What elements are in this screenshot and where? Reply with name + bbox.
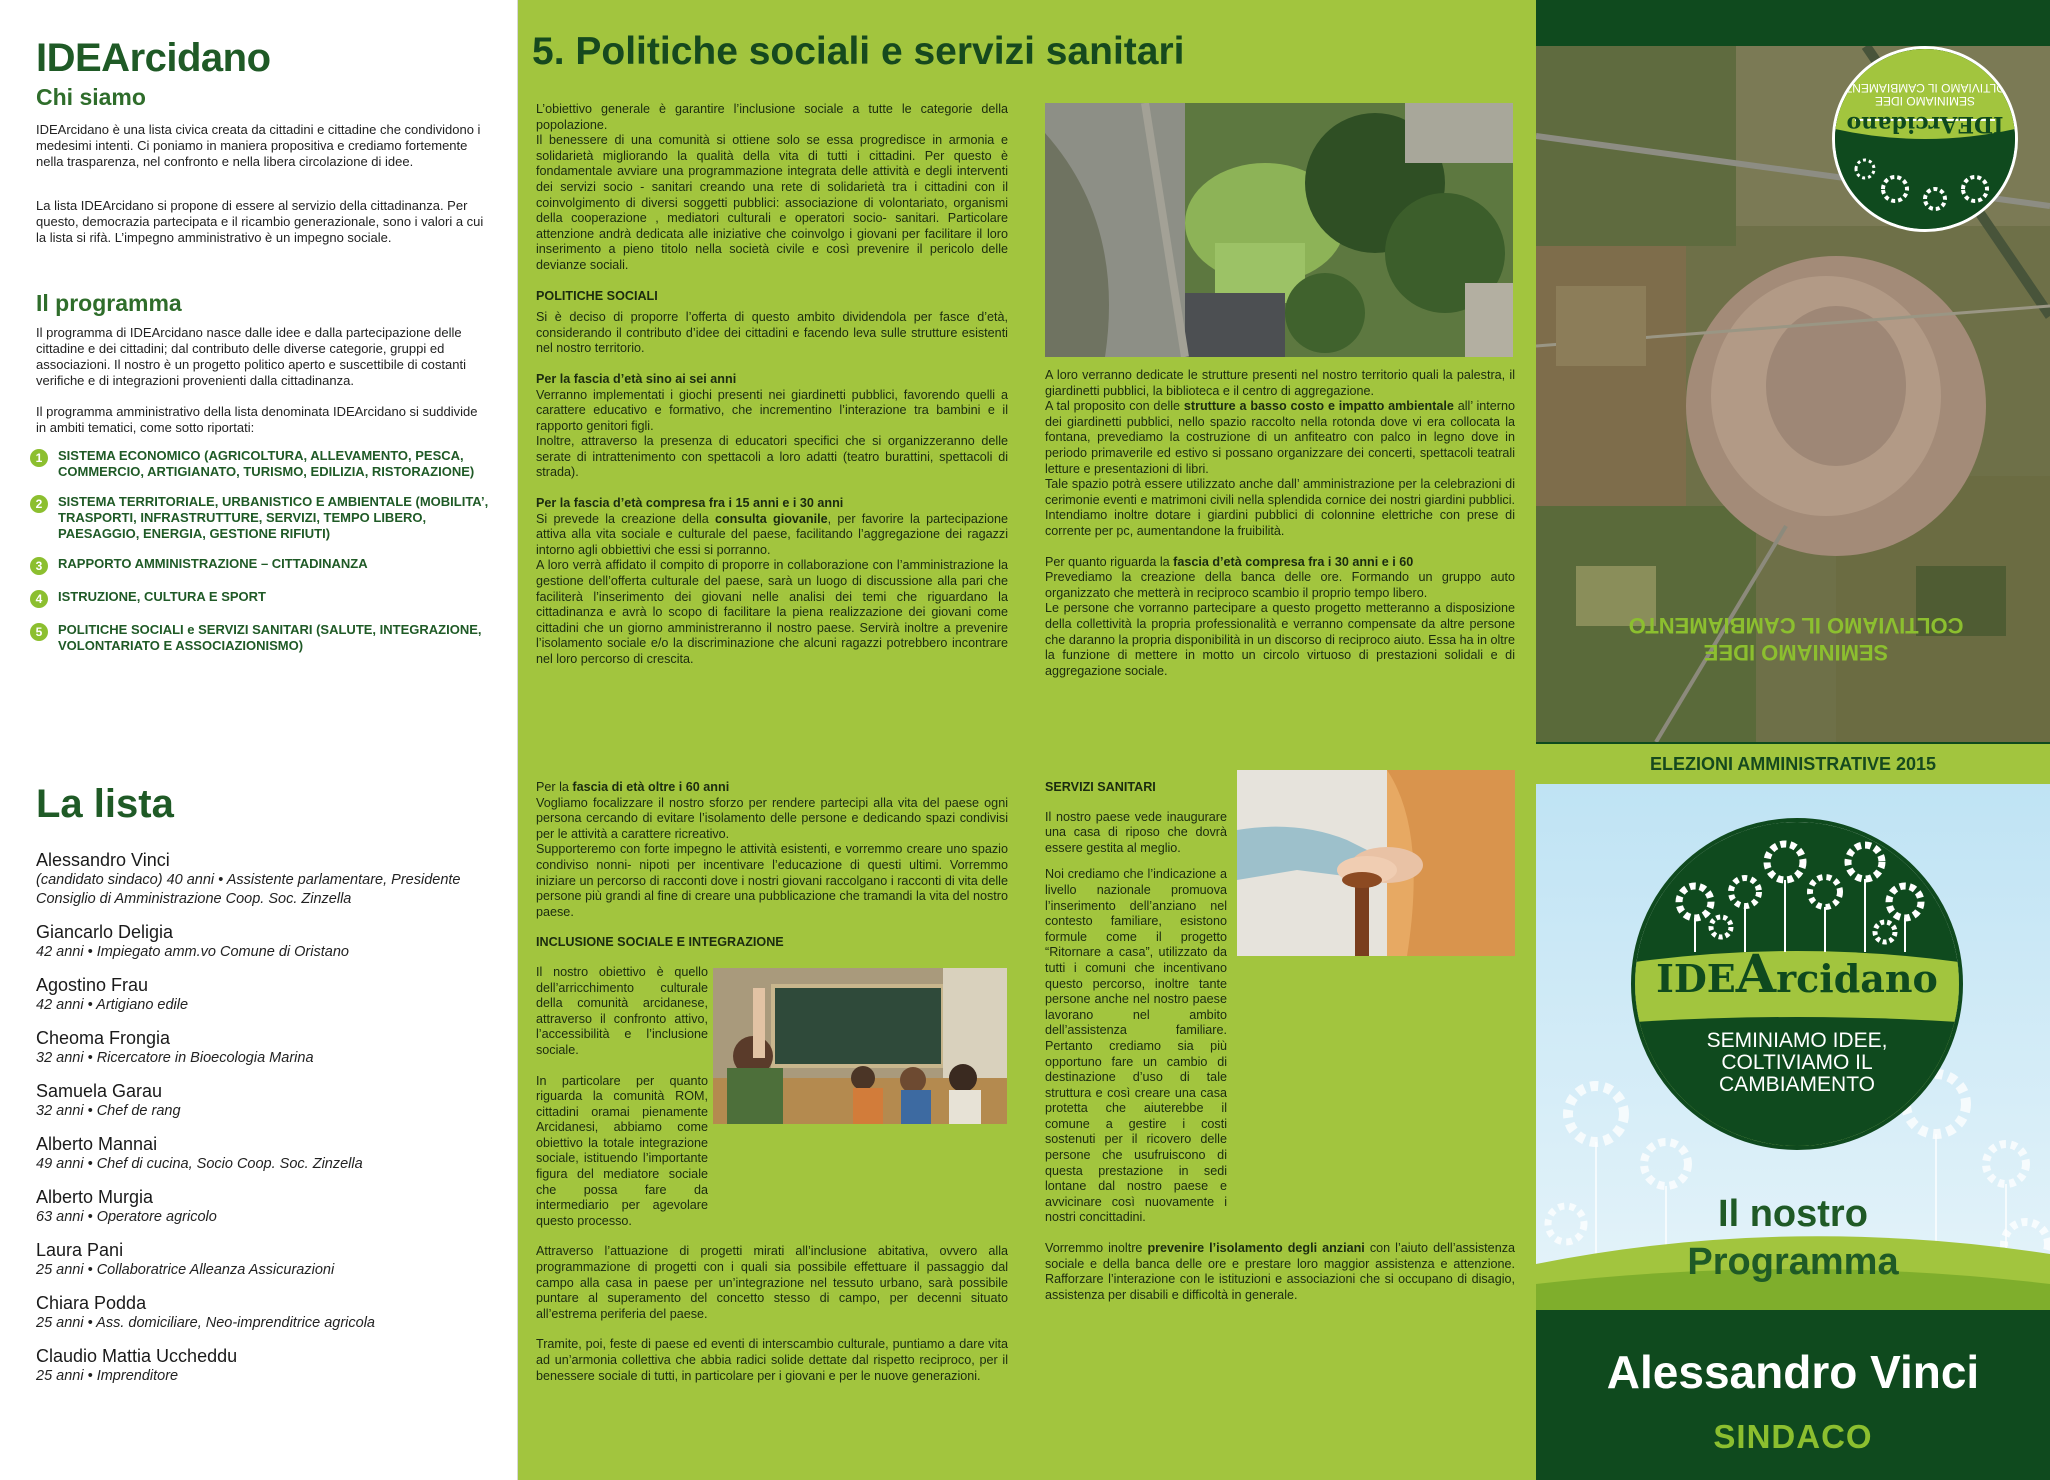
- member-desc: (candidato sindaco) 40 anni • Assistente parlamentare, Presidente Consiglio di Amministrazione Coop. Soc. Zinzella: [36, 872, 461, 907]
- member-name: Alessandro Vinci: [36, 850, 170, 870]
- logo-slogan: [1635, 1030, 1959, 1096]
- member-name: Samuela Garau: [36, 1081, 163, 1101]
- member-desc: 42 anni • Artigiano edile: [36, 997, 189, 1013]
- logo-small-flipped: [1832, 46, 2018, 232]
- list-item: [30, 556, 500, 575]
- paragraph: [1045, 368, 1515, 540]
- paragraph-text: Si prevede la creazione della: [536, 511, 715, 526]
- elderly-hands-photo: [1237, 770, 1515, 956]
- logo-slogan-line: COLTIVIAMO IL: [1721, 1051, 1873, 1074]
- paragraph-text: L’obiettivo generale è garantire l’inclusione sociale a tutte le categorie della popolazione.: [536, 102, 1008, 132]
- member-name: Agostino Frau: [36, 975, 149, 995]
- paragraph: Si è deciso di proporre l’offerta di questo ambito dividendola per fasce d’età, considerando il contributo d’idee dei cittadini e facendo leva sulle strutture esistenti nel nostro territorio.: [536, 310, 1008, 356]
- chi-siamo-heading: Chi siamo: [36, 84, 146, 110]
- logo-small-slogan-line: COLTIVIAMO IL CAMBIAMENTO: [1835, 81, 2015, 95]
- member-entry: [36, 922, 496, 962]
- logo-slogan-line: CAMBIAMENTO: [1719, 1073, 1875, 1096]
- member-desc: 63 anni • Operatore agricolo: [36, 1209, 217, 1225]
- candidate-role: SINDACO: [1713, 1418, 1873, 1455]
- member-list: [36, 850, 496, 1399]
- number-badge: 2: [30, 495, 48, 513]
- list-item-text: SISTEMA TERRITORIALE, URBANISTICO E AMBIENTALE (MOBILITA’, TRASPORTI, INFRASTRUTTURE, SERVIZI, TEMPO LIBERO, PAESAGGIO, ENERGIA, GESTIONE RIFIUTI): [58, 494, 489, 541]
- member-desc: 25 anni • Imprenditore: [36, 1368, 179, 1384]
- paragraph: [1045, 555, 1515, 680]
- park-aerial-photo: [1045, 103, 1513, 357]
- servizi-sanitari-heading: SERVIZI SANITARI: [1045, 780, 1156, 794]
- member-entry: [36, 1028, 496, 1068]
- logo-small-slogan-line: SEMINIAMO IDEE: [1875, 94, 1976, 108]
- logo-brand: [1635, 944, 1959, 1012]
- programma-paragraph: Il programma di IDEArcidano nasce dalle idee e dalla partecipazione delle cittadine e dei cittadini; dal contributo delle diverse categorie, gruppi ed associazioni. Il nostro è un progetto politico aperto e suscettibile di costanti verifiche e di integrazioni provenienti dalla cittadinanza.: [36, 325, 466, 388]
- member-name: Laura Pani: [36, 1240, 124, 1260]
- member-name: Alberto Mannai: [36, 1134, 158, 1154]
- paragraph-text: Inoltre, attraverso la presenza di educatori specifici che si organizzeranno delle serate di intrattenimento con spettacoli a loro adatti (teatro burattini, spettacoli di strada).: [536, 434, 1008, 480]
- bold-text: fascia d’età compresa fra i 30 anni e i 60: [1173, 554, 1414, 569]
- list-item: [30, 494, 500, 542]
- paragraph: [536, 512, 1008, 668]
- thematic-list: [30, 448, 500, 668]
- flipped-slogan-line: COLTIVIAMO IL CAMBIAMENTO: [1628, 613, 1964, 638]
- number-badge: 1: [30, 449, 48, 467]
- member-name: Claudio Mattia Uccheddu: [36, 1346, 238, 1366]
- paragraph-text: con l’aiuto dell’assistenza sociale e della banca delle ore e prestare loro maggior assistenza e attenzione. Rafforzare l’interazione con le istituzioni e associazioni che si occupano di disagio, assistenza per disabili e difficoltà in generale.: [1045, 1241, 1515, 1302]
- paragraph: [536, 780, 1008, 920]
- paragraph: [1045, 1241, 1515, 1303]
- list-item-text: ISTRUZIONE, CULTURA E SPORT: [58, 589, 266, 604]
- logo-big: [1631, 818, 1963, 1150]
- list-item: [30, 622, 500, 654]
- programma-paragraph: Il programma amministrativo della lista denominata IDEArcidano si suddivide in ambiti tematici, come sotto riportati:: [36, 404, 478, 435]
- candidate-name: Alessandro Vinci: [1606, 1346, 1980, 1398]
- member-desc: 25 anni • Collaboratrice Alleanza Assicurazioni: [36, 1262, 335, 1278]
- text-column-2: [1045, 368, 1515, 694]
- paragraph-text: In particolare per quanto riguarda la comunità ROM, cittadini oramai pienamente Arcidanesi, abbiamo come obiettivo la totale integrazione sociale, istituendo l’importante figura del mediatore sociale che possa fare da intermediario per agevolare questo processo.: [536, 1073, 708, 1228]
- flipped-slogan: [1576, 612, 2016, 666]
- logo-small-brand: IDEArcidano: [1846, 111, 2004, 137]
- member-entry: [36, 975, 496, 1015]
- paragraph-text: A tal proposito con delle: [1045, 399, 1184, 414]
- logo-brand-ide: IDE: [1656, 956, 1736, 1001]
- classroom-photo: [713, 968, 1007, 1124]
- number-badge: 3: [30, 557, 48, 575]
- elderly-hands-image: [1237, 770, 1515, 956]
- about-paragraph: La lista IDEArcidano si propone di essere al servizio della cittadinanza. Per questo, democrazia partecipata e il ricambio generazionale, sono i valori a cui la lista si rifà. L’impegno amministrativo è un impegno sociale.: [36, 198, 484, 245]
- paragraph-text: A loro verranno dedicate le strutture presenti nel nostro territorio quali la palestra, il giardinetti pubblici, la biblioteca e il centro di aggregazione.: [1045, 368, 1515, 398]
- number-badge: 5: [30, 623, 48, 641]
- programma-title-line: Il nostro: [1718, 1193, 1868, 1235]
- bold-text: strutture a basso costo e impatto ambientale: [1183, 399, 1454, 414]
- park-aerial-image: [1045, 103, 1513, 357]
- paragraph-text: Vorremmo inoltre: [1045, 1241, 1148, 1256]
- paragraph-text: all’ interno dei giardinetti pubblici, nello spazio raccolto nella rotonda dove vi era collocata la fontana, prevediamo la costruzione di un anfiteatro con palco in legno dove in periodo primaverile ed estivo si possano organizzare dei concerti, spettacoli teatrali letture e presentazioni di libri.: [1045, 399, 1515, 476]
- member-desc: 42 anni • Impiegato amm.vo Comune di Oristano: [36, 944, 349, 960]
- list-item: [30, 589, 500, 608]
- paragraph-text: Prevediamo la creazione della banca delle ore. Formando un gruppo auto organizzato che metterà in reciproco scambio il proprio tempo libero.: [1045, 570, 1515, 600]
- programma-title-line: Programma: [1687, 1241, 1899, 1283]
- member-entry: [36, 1240, 496, 1280]
- paragraph: Il nostro obiettivo è quello dell’arricchimento culturale della comunità arcidanese, attraverso il confronto attivo, l’accessibilità e l’inclusione sociale.: [536, 964, 708, 1057]
- paragraph-text: Per la: [536, 780, 573, 794]
- member-desc: 25 anni • Ass. domiciliare, Neo-imprenditrice agricola: [36, 1315, 375, 1331]
- member-entry: [36, 1346, 496, 1386]
- paragraph: [536, 388, 1008, 482]
- member-name: Giancarlo Deligia: [36, 922, 174, 942]
- paragraph-text: Tale spazio potrà essere utilizzato anche dall’ amministrazione per la celebrazioni di cerimonie eventi e matrimoni civili nella splendida cornice dei nostri giardini pubblici. Intendiamo inoltre dotare i giardini pubblici di colonnine elettriche con prese di corrente per pc, aumentandone la fruibilità.: [1045, 477, 1515, 538]
- member-entry: [36, 1134, 496, 1174]
- subheading: Per la fascia d’età sino ai sei anni: [536, 371, 737, 386]
- paragraph-text: Il benessere di una comunità si ottiene solo se essa progredisce in armonia e solidarietà migliorando la qualità della vita di tutti i cittadini. Per questo è fondamentale avviare una programmazione integrata delle attività e degli interventi dei servizi socio - sanitari creando una rete di solidarietà tra i cittadini con il coinvolgimento di diversi soggetti pubblici: associazione di volontariato, organismi della cooperazione , mediatori culturali e operatori socio- sanitari. Particolare attenzione andrà dedicata alle iniziative che coinvolgo i giovani per facilitare il loro inserimento a pieno titolo nella società civile e così prevenire il pericolo delle devianze sociali.: [536, 133, 1008, 272]
- brand-title: IDEArcidano: [36, 36, 271, 80]
- member-name: Chiara Podda: [36, 1293, 147, 1313]
- subheading: Per la fascia d’età compresa fra i 15 anni e i 30 anni: [536, 496, 844, 511]
- paragraph-text: , per favorire la partecipazione attiva alla vita sociale e culturale del paese, facilitando l’aggregazione dei ragazzi intorno agli obbiettivi che essi si porranno.: [536, 511, 1008, 557]
- logo-small-slogan: [1835, 81, 2015, 107]
- paragraph-text: Verranno implementati i giochi presenti nei giardinetti pubblici, favorendo quelli a carattere educativo e formativo, che incrementino l’interazione tra bambini e il rapporto genitori figli.: [536, 387, 1008, 433]
- logo-slogan-line: SEMINIAMO IDEE,: [1706, 1029, 1888, 1052]
- section-title: 5. Politiche sociali e servizi sanitari: [532, 30, 1185, 73]
- member-name: Cheoma Frongia: [36, 1028, 171, 1048]
- paragraph-text: Per quanto riguarda la: [1045, 554, 1174, 569]
- paragraph-text: Noi crediamo che l’indicazione a livello nazionale promuova l’inserimento dell’anziano nel contesto familiare, esistono formule come il progetto “Ritornare a casa”, utilizzato da tutti i comuni che incentivano questo percorso, inoltre tante persone anche nel nostro paese lavorano nel ambito dell’assistenza familiare. Pertanto crediamo sia più opportuno fare un cambio di destinazione d’uso di tale struttura e così creare una casa protetta che aiuterebbe il comune a gestire i costi sostenuti per il ricovero delle persone che usufruiscono di questa prestazione in sedi lontane dal nostro paese e avvicinare così nuovamente i nostri concittadini.: [1045, 867, 1227, 1225]
- member-name: Alberto Murgia: [36, 1187, 154, 1207]
- member-desc: 32 anni • Chef de rang: [36, 1103, 181, 1119]
- paragraph-text: Le persone che vorranno partecipare a questo progetto metteranno a disposizione della collettività la propria professionalità e verranno compensate da altre persone che daranno la propria disponibilità in un discorso di reciproco aiuto. Essa ha in oltre la funzione di mettere in motto un circolo virtuoso di prestazioni solidali e di aggregazione sociale.: [1045, 601, 1515, 678]
- politiche-sociali-heading: POLITICHE SOCIALI: [536, 288, 658, 303]
- gears-logo-small: [1835, 49, 2015, 229]
- member-entry: [36, 1293, 496, 1333]
- flipped-slogan-line: SEMINIAMO IDEE: [1703, 640, 1889, 665]
- paragraph: [536, 1074, 708, 1230]
- member-entry: [36, 850, 496, 909]
- list-item-text: RAPPORTO AMMINISTRAZIONE – CITTADINANZA: [58, 556, 368, 571]
- member-entry: [36, 1187, 496, 1227]
- list-item-text: POLITICHE SOCIALI e SERVIZI SANITARI (SALUTE, INTEGRAZIONE, VOLONTARIATO E ASSOCIAZIONISMO): [58, 622, 482, 653]
- number-badge: 4: [30, 590, 48, 608]
- paragraph: [536, 102, 1008, 274]
- member-entry: [36, 1081, 496, 1121]
- paragraph-text: Vogliamo focalizzare il nostro sforzo per rendere partecipi alla vita del paese ogni persona cercando di evitare l’isolamento delle persone e dedicando spazi condivisi per le attività a carattere ricreativo.: [536, 795, 1008, 841]
- inclusione-heading: INCLUSIONE SOCIALE E INTEGRAZIONE: [536, 935, 784, 950]
- list-item-text: SISTEMA ECONOMICO (AGRICOLTURA, ALLEVAMENTO, PESCA, COMMERCIO, ARTIGIANATO, TURISMO, EDILIZIA, RISTORAZIONE): [58, 448, 475, 479]
- paragraph: Attraverso l’attuazione di progetti mirati all’inclusione abitativa, ovvero alla programmazione di progetti con i quali sia possibile effettuare il passaggio dal campo alla casa in paese per un’integrazione nel tessuto urbano, sarà possibile puntare al superamento del concetto stesso di campo, per decenni situato all’estrema periferia del paese.: [536, 1244, 1008, 1321]
- paragraph-text: A loro verrà affidato il compito di proporre in collaborazione con l’amministrazione la gestione dell’offerta culturale del paese, sarà un luogo di discussione alla pari che faciliterà l’inserimento dei giovani nelle analisi dei temi che riguardano la cittadinanza e avrà lo scopo di facilitare la piena realizzazione dei giovani come cittadini che un giorno amministreranno il nostro paese. Servirà inoltre a prevenire l’isolamento sociale e/o la discriminazione che alcuni ragazzi potrebbero incontrare nel loro percorso di crescita.: [536, 558, 1008, 666]
- logo-brand-rcidano: rcidano: [1776, 956, 1938, 1001]
- right-panel: [1536, 0, 2050, 1480]
- list-item: [30, 448, 500, 480]
- bold-text: consulta giovanile: [714, 511, 828, 526]
- elezioni-banner: ELEZIONI AMMINISTRATIVE 2015: [1536, 744, 2050, 784]
- paragraph: Tramite, poi, feste di paese ed eventi di interscambio culturale, puntiamo a dare vita ad un’armonia collettiva che abbia radici solide dettate dal rispetto reciproco, per il benessere sociale di tutti, in particolare per i giovani e per le nuove generazioni.: [536, 1337, 1008, 1383]
- logo-brand-a: A: [1735, 944, 1777, 1005]
- classroom-image: [713, 968, 1007, 1124]
- paragraph-text: Supporteremo con forte impegno le attività esistenti, e vorremmo creare uno spazio condiviso nonni- nipoti per incentivare l’educazione di questi ultimi. Vorremmo iniziare un percorso di racconti dove i nostri giovani raccolgano i racconti di vita delle persone più grandi al fine di creare una pubblicazione che tramandi la vita del nostro paese.: [536, 842, 1008, 919]
- bold-text: prevenire l’isolamento degli anziani: [1147, 1241, 1365, 1256]
- paragraph: Il nostro paese vede inaugurare una casa di riposo che dovrà essere gestita al meglio.: [1045, 809, 1227, 855]
- programma-heading: Il programma: [36, 290, 182, 316]
- lista-heading: La lista: [36, 782, 174, 826]
- text-column-1: [536, 102, 1008, 683]
- member-desc: 32 anni • Ricercatore in Bioecologia Marina: [36, 1050, 314, 1066]
- about-paragraph: IDEArcidano è una lista civica creata da cittadini e cittadine che condividono i medesimi intenti. Ci poniamo in maniera propositiva e crediamo fortemente nella trasparenza, nel confronto e nella libera circolazione di idee.: [36, 122, 481, 169]
- member-desc: 49 anni • Chef di cucina, Socio Coop. Soc. Zinzella: [36, 1156, 363, 1172]
- programma-title: [1536, 1190, 2050, 1286]
- bold-text: fascia di età oltre i 60 anni: [572, 780, 730, 794]
